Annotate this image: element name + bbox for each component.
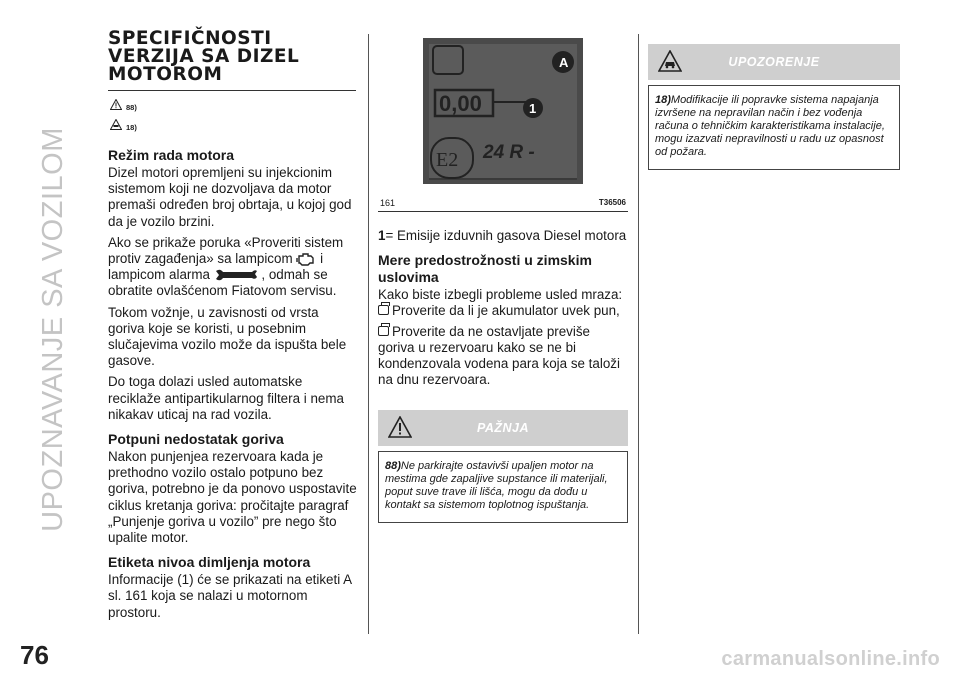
- callout-a: A: [559, 55, 569, 70]
- notice-body: 18)Modifikacije ili popravke sistema napajanja izvršene na nepravilan način i bez vođenja računa o tehničkim karakteristikama instalacije, mogu izazvati nepravilnosti u radu uz opasnost od požara.: [648, 85, 900, 170]
- column-divider: [368, 34, 369, 634]
- emission-label-illustration: [423, 38, 583, 184]
- warning-triangle-icon: [388, 416, 412, 438]
- notice-header: UPOZORENJE: [648, 44, 900, 80]
- figure-number: 161: [380, 198, 396, 208]
- paragraph: Nakon punjenjea rezervoara kada je prethodno vozilo ostalo potpuno bez goriva, potrebno je da ponovo uspostavite ciklus kretanja goriva: pročitajte paragraf „Punjenje goriva u vozilo” pre nego što upalite motor.: [108, 449, 357, 546]
- label-reading: 0,00: [439, 91, 482, 116]
- figure-code: T36506: [598, 198, 626, 207]
- column-2: [378, 34, 628, 523]
- heading-winter-precautions: Mere predostrožnosti u zimskim uslovima: [378, 252, 592, 286]
- paragraph: Informacije (1) će se prikazati na etiketi A sl. 161 koja se nalazi u motornom prostoru.: [108, 572, 352, 620]
- reference-item[interactable]: 88): [110, 99, 358, 119]
- heading-engine-mode: Režim rada motora: [108, 147, 235, 163]
- figure-161: [378, 34, 628, 222]
- figure-legend: 1= Emisije izduvnih gasova Diesel motora: [378, 228, 627, 243]
- heading-smoke-label: Etiketa nivoa dimljenja motora: [108, 554, 311, 571]
- side-section-title: UPOZNAVANJE SA VOZILOM: [36, 126, 69, 532]
- battery-icon: [378, 305, 389, 315]
- page-number: 76: [20, 640, 49, 670]
- column-divider: [638, 34, 639, 634]
- notice-header: PAŽNJA: [378, 410, 628, 446]
- caution-notice: [378, 410, 628, 523]
- column-1: [108, 30, 358, 626]
- watermark: carmanualsonline.info: [721, 648, 940, 670]
- emission-label-graphic: [423, 38, 583, 184]
- paragraph: Ako se prikaže poruka «Proveriti sistem protiv zagađenja» sa lampicom i lampicom alarma , odmah se obratite ovlašćenom Fiatovom servisu.: [108, 234, 344, 299]
- paragraph: Dizel motori opremljeni su injekcionim sistemom koji ne dozvoljava da motor premaši određen broj obrtaja, u kojoj god da je vozilo brzini.: [108, 165, 352, 229]
- label-e2: E2: [436, 149, 459, 171]
- figure-caption: [378, 198, 628, 208]
- section-title: SPECIFIČNOSTI VERZIJA SA DIZEL MOTOROM: [108, 28, 300, 85]
- label-code: 24 R -: [483, 142, 535, 163]
- list-item: Proverite da li je akumulator uvek pun,: [378, 303, 628, 319]
- battery-icon: [378, 326, 389, 336]
- column-3: [648, 44, 900, 170]
- paragraph: Do toga dolazi usled automatske reciklaže antipartikularnog filtera i nema nikakav uticaj na rad vozila.: [108, 374, 344, 422]
- warning-triangle-icon: [110, 99, 122, 110]
- title-rule: [108, 90, 356, 91]
- engine-warning-icon: [296, 252, 316, 266]
- paragraph: Tokom vožnje, u zavisnosti od vrsta goriva koje se koristi, u posebnim slučajevima vozilo može da ispušta bele gasove.: [108, 304, 347, 369]
- notice-body: 88)Ne parkirajte ostavivši upaljen motor na mestima gde zapaljive supstance ili materijali, poput suve trave ili lišća, mogu da dođu u kontakt sa sistemom toplotnog ispuštanja.: [378, 451, 628, 523]
- paragraph: Kako biste izbegli probleme usled mraza:: [378, 287, 623, 303]
- list-item: Proverite da ne ostavljate previše goriva u rezervoaru kako se ne bi kondenzovala vodena para koja se taloži na dnu rezervoara.: [378, 323, 620, 388]
- wrench-icon: [214, 268, 258, 282]
- reference-item[interactable]: 18): [110, 119, 358, 139]
- car-warning-icon: [658, 50, 682, 72]
- figure-rule: [378, 211, 628, 212]
- car-warning-icon: [110, 119, 122, 130]
- warning-notice: [648, 44, 900, 170]
- heading-fuel-shortage: Potpuni nedostatak goriva: [108, 431, 284, 448]
- callout-1: 1: [529, 101, 537, 116]
- reference-list: [110, 99, 358, 139]
